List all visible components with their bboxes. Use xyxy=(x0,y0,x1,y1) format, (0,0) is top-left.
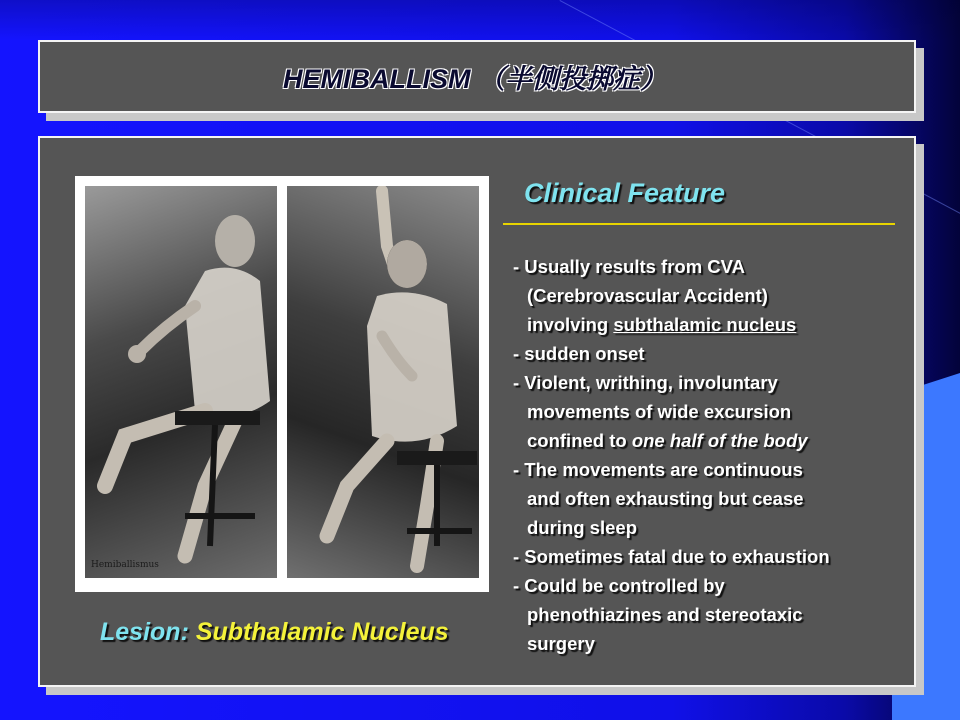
list-line: - Violent, writhing, involuntary xyxy=(513,372,778,393)
content-panel xyxy=(38,136,916,687)
list-line: during sleep xyxy=(527,517,637,538)
list-line-prefix: confined to xyxy=(527,430,632,451)
one-half-body-italic: one half of the body xyxy=(631,430,808,451)
patient-figure-left-illustration xyxy=(85,186,277,578)
clinical-feature-heading: Clinical Feature xyxy=(524,178,726,208)
subthalamic-nucleus-underlined: subthalamic nucleus xyxy=(613,314,797,335)
list-item xyxy=(513,252,923,339)
lesion-label: Lesion: xyxy=(100,618,196,646)
list-item xyxy=(513,368,923,455)
list-line: surgery xyxy=(527,633,595,654)
list-line: - sudden onset xyxy=(513,343,645,364)
list-line: phenothiazines and stereotaxic xyxy=(527,604,803,625)
list-item xyxy=(513,571,923,658)
list-line: - Sometimes fatal due to exhaustion xyxy=(513,546,830,567)
list-line xyxy=(513,310,923,339)
list-line: movements of wide excursion xyxy=(527,401,792,422)
lesion-caption xyxy=(100,618,449,647)
patient-photo-right xyxy=(287,186,479,578)
patient-photo-left xyxy=(85,186,277,578)
list-item xyxy=(513,455,923,542)
list-line: - Usually results from CVA xyxy=(513,256,745,277)
patient-figure-right-illustration xyxy=(287,186,479,578)
slide-title: HEMIBALLISM （半侧投掷症） xyxy=(283,64,667,94)
list-line: - The movements are continuous xyxy=(513,459,803,480)
list-line xyxy=(513,426,923,455)
list-line: and often exhausting but cease xyxy=(527,488,804,509)
clinical-feature-list xyxy=(513,252,923,658)
background-top-shade xyxy=(0,0,960,40)
list-line: (Cerebrovascular Accident) xyxy=(527,285,768,306)
list-item xyxy=(513,339,923,368)
title-panel xyxy=(38,40,916,113)
list-line-prefix: involving xyxy=(527,314,614,335)
list-item xyxy=(513,542,923,571)
photo-caption: Hemiballismus xyxy=(91,560,159,570)
heading-underline-rule xyxy=(503,223,895,225)
lesion-value: Subthalamic Nucleus xyxy=(195,618,449,646)
list-line: - Could be controlled by xyxy=(513,575,725,596)
patient-photo xyxy=(75,176,489,592)
